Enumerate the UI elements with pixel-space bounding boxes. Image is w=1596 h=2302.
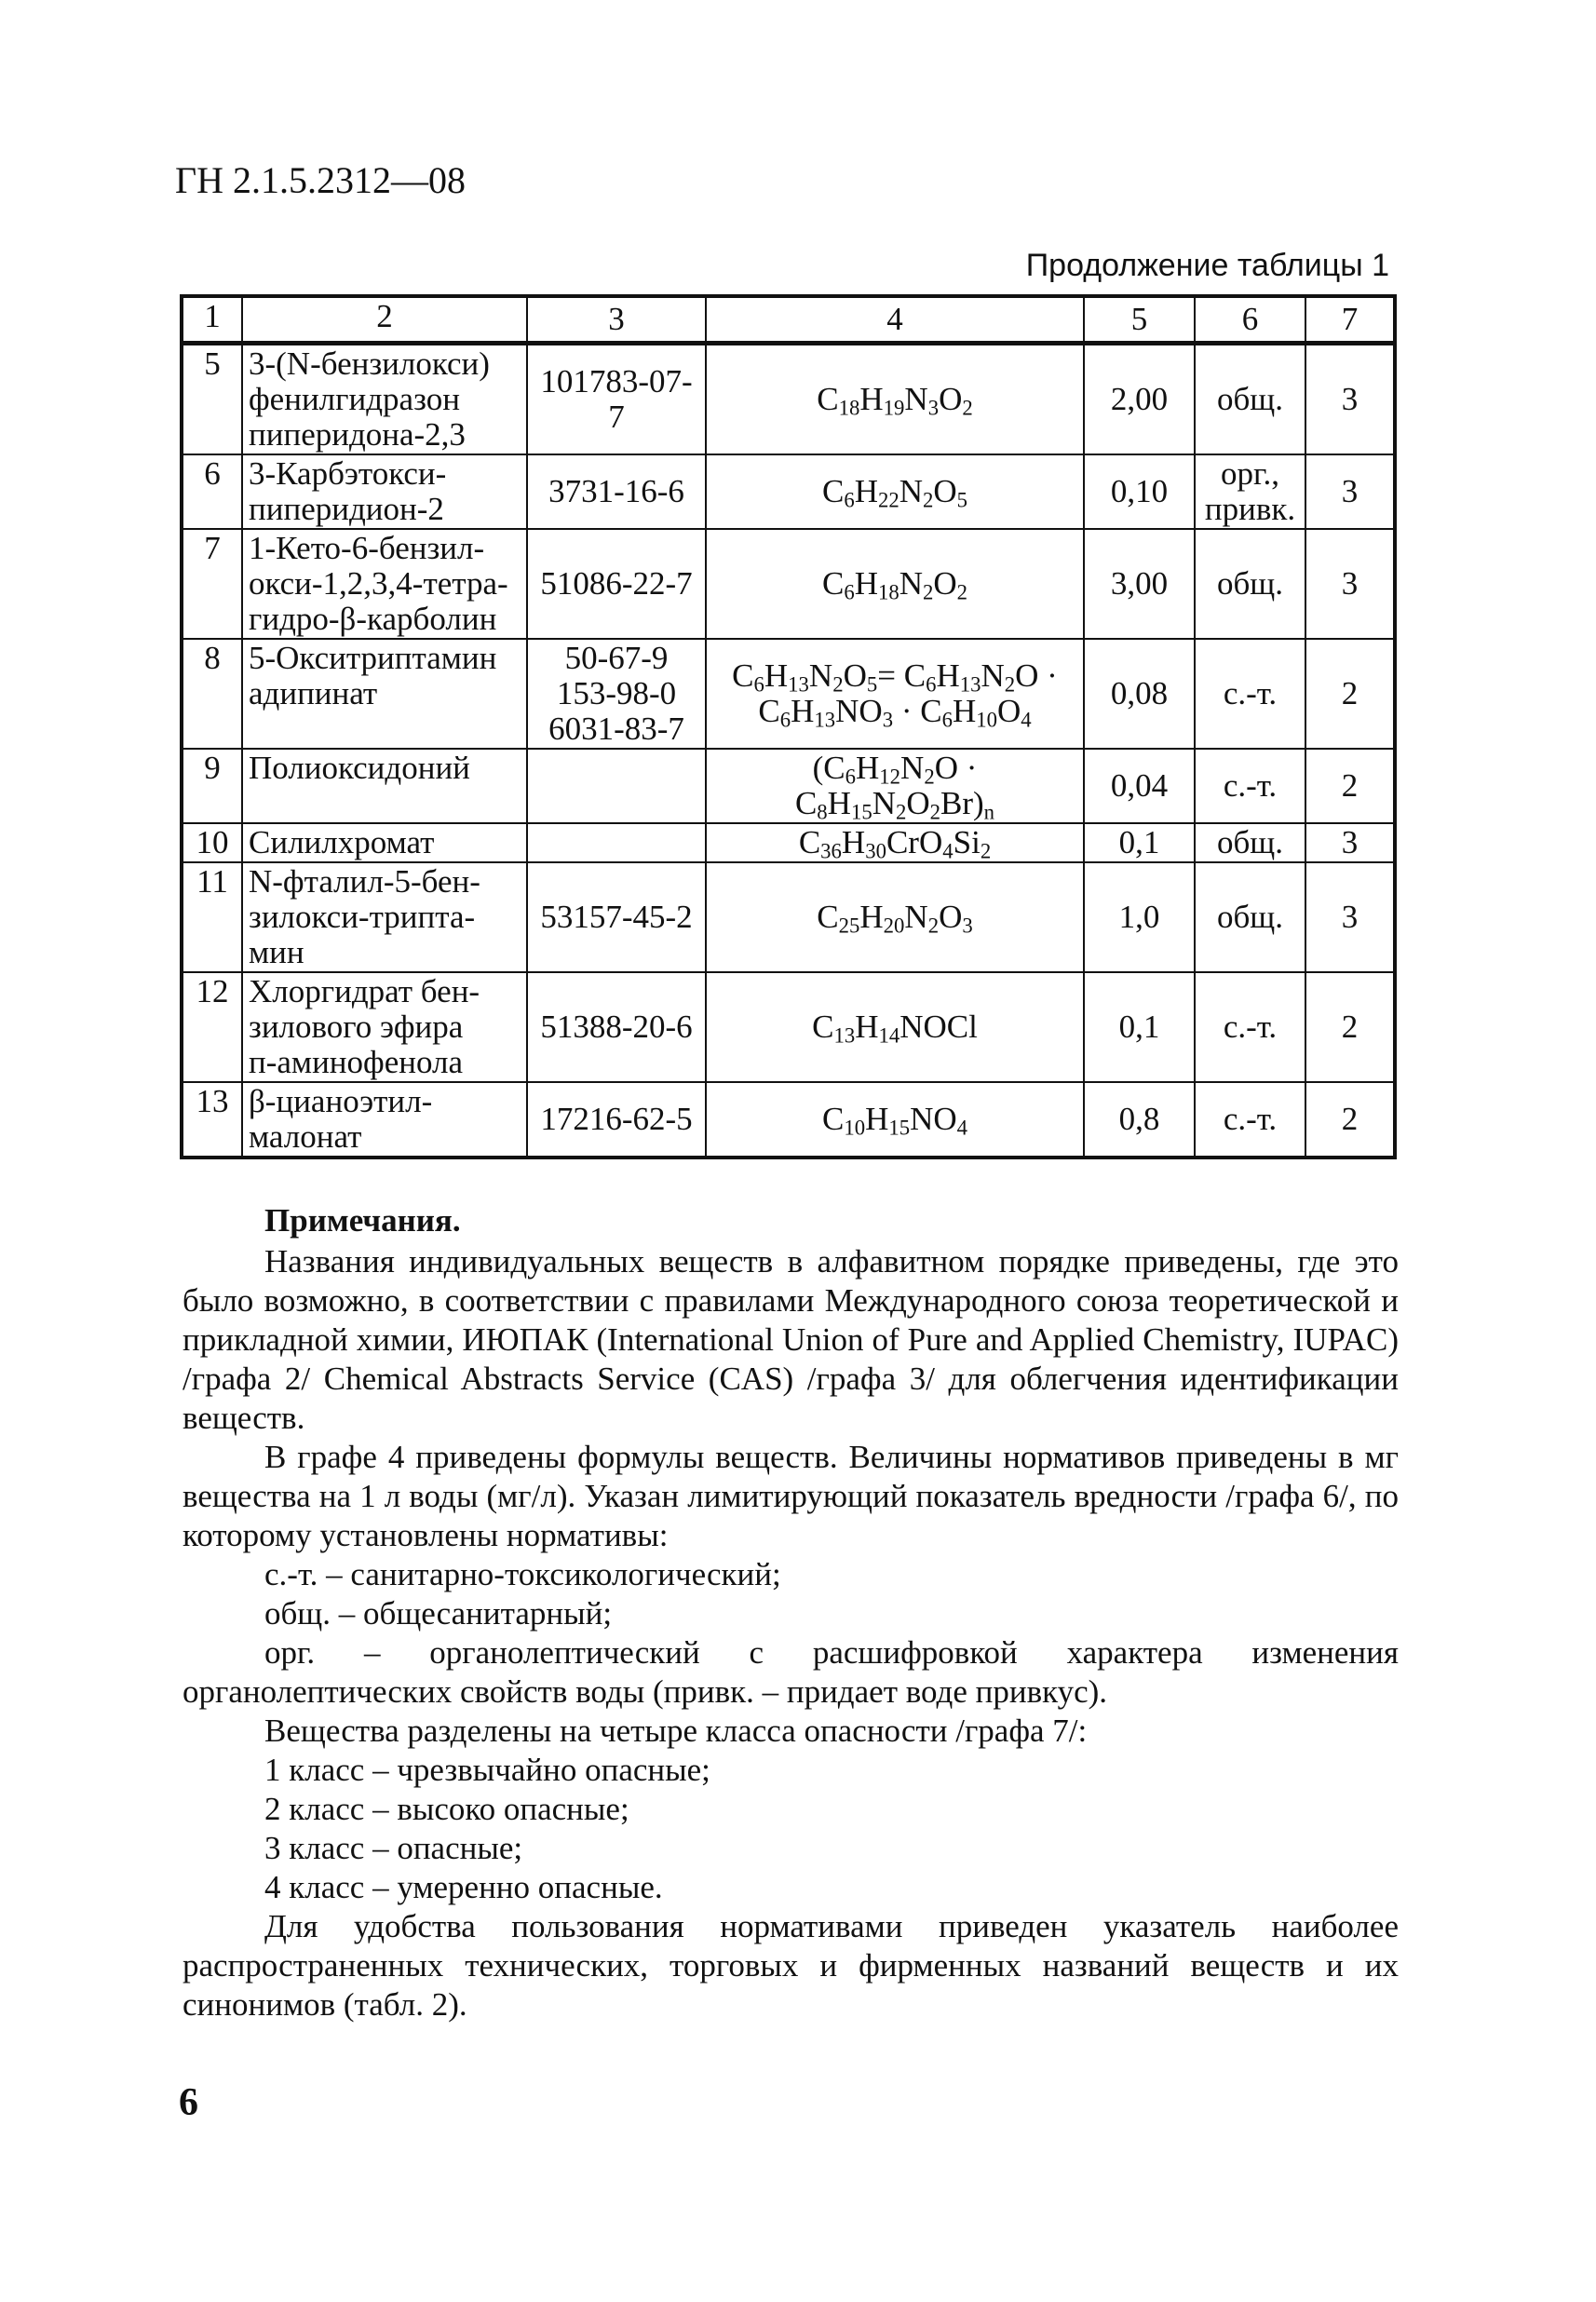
formula-cell: $C_6H_{13}N_2O_5= C_6H_{13}N_2O$ · $C_6H_{13}NO_3 \cdot C_6H_{10}O_4$ — [706, 639, 1084, 749]
norm-value-cell: 0,1 — [1084, 823, 1195, 862]
note-paragraph: Вещества разделены на четыре класса опасности /графа 7/: — [264, 1713, 1088, 1749]
note-paragraph: 1 класс – чрезвычайно опасные; — [264, 1752, 710, 1788]
formula-cell: $C_{25}H_{20}N_2O_3$ — [706, 862, 1084, 972]
hazard-indicator-cell: с.-т. — [1195, 972, 1305, 1082]
hazard-indicator-cell: общ. — [1195, 529, 1305, 639]
hazard-class-cell: 2 — [1305, 1082, 1395, 1158]
table-row — [182, 529, 1395, 639]
note-paragraph: В графе 4 приведены формулы веществ. Величины нормативов приведены в мг вещества на 1 л воды (мг/л). Указан лимитирующий показатель вредности /графа 6/, по которому установлены нормативы: — [183, 1439, 1399, 1553]
hazard-indicator-cell: орг., привк. — [1195, 454, 1305, 529]
hazard-indicator-cell: с.-т. — [1195, 749, 1305, 823]
substance-name-cell: Полиоксидоний — [242, 749, 527, 823]
substance-name-cell: Хлоргидрат бен- зилового эфира п-аминофенола — [242, 972, 527, 1082]
cas-number-cell: 53157-45-2 — [527, 862, 706, 972]
hazard-indicator-cell: общ. — [1195, 862, 1305, 972]
table-row — [182, 972, 1395, 1082]
column-header-4: 4 — [706, 296, 1084, 344]
row-number-cell: 5 — [182, 344, 242, 455]
substance-name-cell: β-цианоэтил- малонат — [242, 1082, 527, 1158]
norm-value-cell: 3,00 — [1084, 529, 1195, 639]
hazard-indicator-cell: общ. — [1195, 344, 1305, 455]
norm-value-cell: 2,00 — [1084, 344, 1195, 455]
page-number: 6 — [179, 2081, 198, 2124]
norm-value-cell: 0,1 — [1084, 972, 1195, 1082]
cas-number-cell: 3731-16-6 — [527, 454, 706, 529]
row-number-cell: 6 — [182, 454, 242, 529]
norm-value-cell: 0,10 — [1084, 454, 1195, 529]
cas-number-cell: 51086-22-7 — [527, 529, 706, 639]
hazard-class-cell: 2 — [1305, 749, 1395, 823]
hazard-class-cell: 3 — [1305, 454, 1395, 529]
row-number-cell: 12 — [182, 972, 242, 1082]
hazard-class-cell: 3 — [1305, 862, 1395, 972]
column-header-3: 3 — [527, 296, 706, 344]
hazard-class-cell: 3 — [1305, 344, 1395, 455]
note-paragraph: орг. – органолептический с расшифровкой характера изменения органолептических свойств воды (привк. – придает воде привкус). — [183, 1634, 1399, 1710]
table-row — [182, 1082, 1395, 1158]
note-paragraph: 4 класс – умеренно опасные. — [264, 1869, 663, 1905]
note-paragraph: с.-т. – санитарно-токсикологический; — [264, 1556, 781, 1592]
cas-number-cell — [527, 823, 706, 862]
table-row — [182, 749, 1395, 823]
norm-value-cell: 1,0 — [1084, 862, 1195, 972]
formula-cell: $C_{10}H_{15}NO_4$ — [706, 1082, 1084, 1158]
document-id: ГН 2.1.5.2312—08 — [175, 159, 467, 201]
formula-cell: $(C_6H_{12}N_2O \cdot C_8H_{15}N_2O_2Br)_n$ — [706, 749, 1084, 823]
cas-number-cell: 51388-20-6 — [527, 972, 706, 1082]
formula-cell: $C_{18}H_{19}N_3O_2$ — [706, 344, 1084, 455]
hazard-indicator-cell: с.-т. — [1195, 639, 1305, 749]
table-row — [182, 823, 1395, 862]
table-continuation-label: Продолжение таблицы 1 — [1025, 248, 1389, 283]
row-number-cell: 13 — [182, 1082, 242, 1158]
table-body — [182, 296, 1395, 1158]
hazard-class-cell: 2 — [1305, 972, 1395, 1082]
norm-value-cell: 0,8 — [1084, 1082, 1195, 1158]
row-number-cell: 9 — [182, 749, 242, 823]
column-header-6: 6 — [1195, 296, 1305, 344]
substance-name-cell: 3-Карбэтокси- пиперидион-2 — [242, 454, 527, 529]
substance-name-cell: Силилхромат — [242, 823, 527, 862]
row-number-cell: 11 — [182, 862, 242, 972]
note-paragraph: Названия индивидуальных веществ в алфавитном порядке приведены, где это было возможно, в соответствии с правилами Международного союза теоретической и прикладной химии, ИЮПАК (International Union of Pure and Applied Chemistry, IUPAC) /графа 2/ Chemical Abstracts Service (CAS) /графа 3/ для облегчения идентификации веществ. — [183, 1243, 1399, 1436]
substances-table — [180, 294, 1397, 1159]
substance-name-cell: 1-Кето-6-бензил- окси-1,2,3,4-тетра- гидро-β-карболин — [242, 529, 527, 639]
hazard-class-cell: 2 — [1305, 639, 1395, 749]
table-row — [182, 454, 1395, 529]
norm-value-cell: 0,04 — [1084, 749, 1195, 823]
hazard-indicator-cell: общ. — [1195, 823, 1305, 862]
hazard-indicator-cell: с.-т. — [1195, 1082, 1305, 1158]
table-row — [182, 344, 1395, 455]
note-paragraph: 3 класс – опасные; — [264, 1830, 523, 1866]
formula-cell: $C_{36}H_{30}CrO_4Si_2$ — [706, 823, 1084, 862]
table-row — [182, 862, 1395, 972]
cas-number-cell: 101783-07-7 — [527, 344, 706, 455]
column-header-7: 7 — [1305, 296, 1395, 344]
notes-title: Примечания. — [264, 1202, 461, 1239]
substance-name-cell: 3-(N-бензилокси) фенилгидразон пиперидона-2,3 — [242, 344, 527, 455]
row-number-cell: 7 — [182, 529, 242, 639]
row-number-cell: 8 — [182, 639, 242, 749]
formula-cell: $C_6H_{18}N_2O_2$ — [706, 529, 1084, 639]
note-paragraph: общ. – общесанитарный; — [264, 1595, 613, 1632]
table-header-row — [182, 296, 1395, 344]
formula-cell: $C_6H_{22}N_2O_5$ — [706, 454, 1084, 529]
substance-name-cell: N-фталил-5-бен- зилокси-трипта- мин — [242, 862, 527, 972]
cas-number-cell — [527, 749, 706, 823]
norm-value-cell: 0,08 — [1084, 639, 1195, 749]
column-header-5: 5 — [1084, 296, 1195, 344]
note-paragraph: 2 класс – высоко опасные; — [264, 1791, 629, 1827]
notes-section — [183, 1201, 1399, 2024]
row-number-cell: 10 — [182, 823, 242, 862]
cas-number-cell: 50-67-9 153-98-0 6031-83-7 — [527, 639, 706, 749]
note-paragraph: Для удобства пользования нормативами приведен указатель наиболее распространенных технических, торговых и фирменных названий веществ и их синонимов (табл. 2). — [183, 1908, 1399, 2023]
hazard-class-cell: 3 — [1305, 823, 1395, 862]
table-row — [182, 639, 1395, 749]
column-header-1: 1 — [182, 296, 242, 344]
column-header-2: 2 — [242, 296, 527, 344]
substance-name-cell: 5-Окситриптамин адипинат — [242, 639, 527, 749]
hazard-class-cell: 3 — [1305, 529, 1395, 639]
cas-number-cell: 17216-62-5 — [527, 1082, 706, 1158]
formula-cell: $C_{13}H_{14}NOCl$ — [706, 972, 1084, 1082]
